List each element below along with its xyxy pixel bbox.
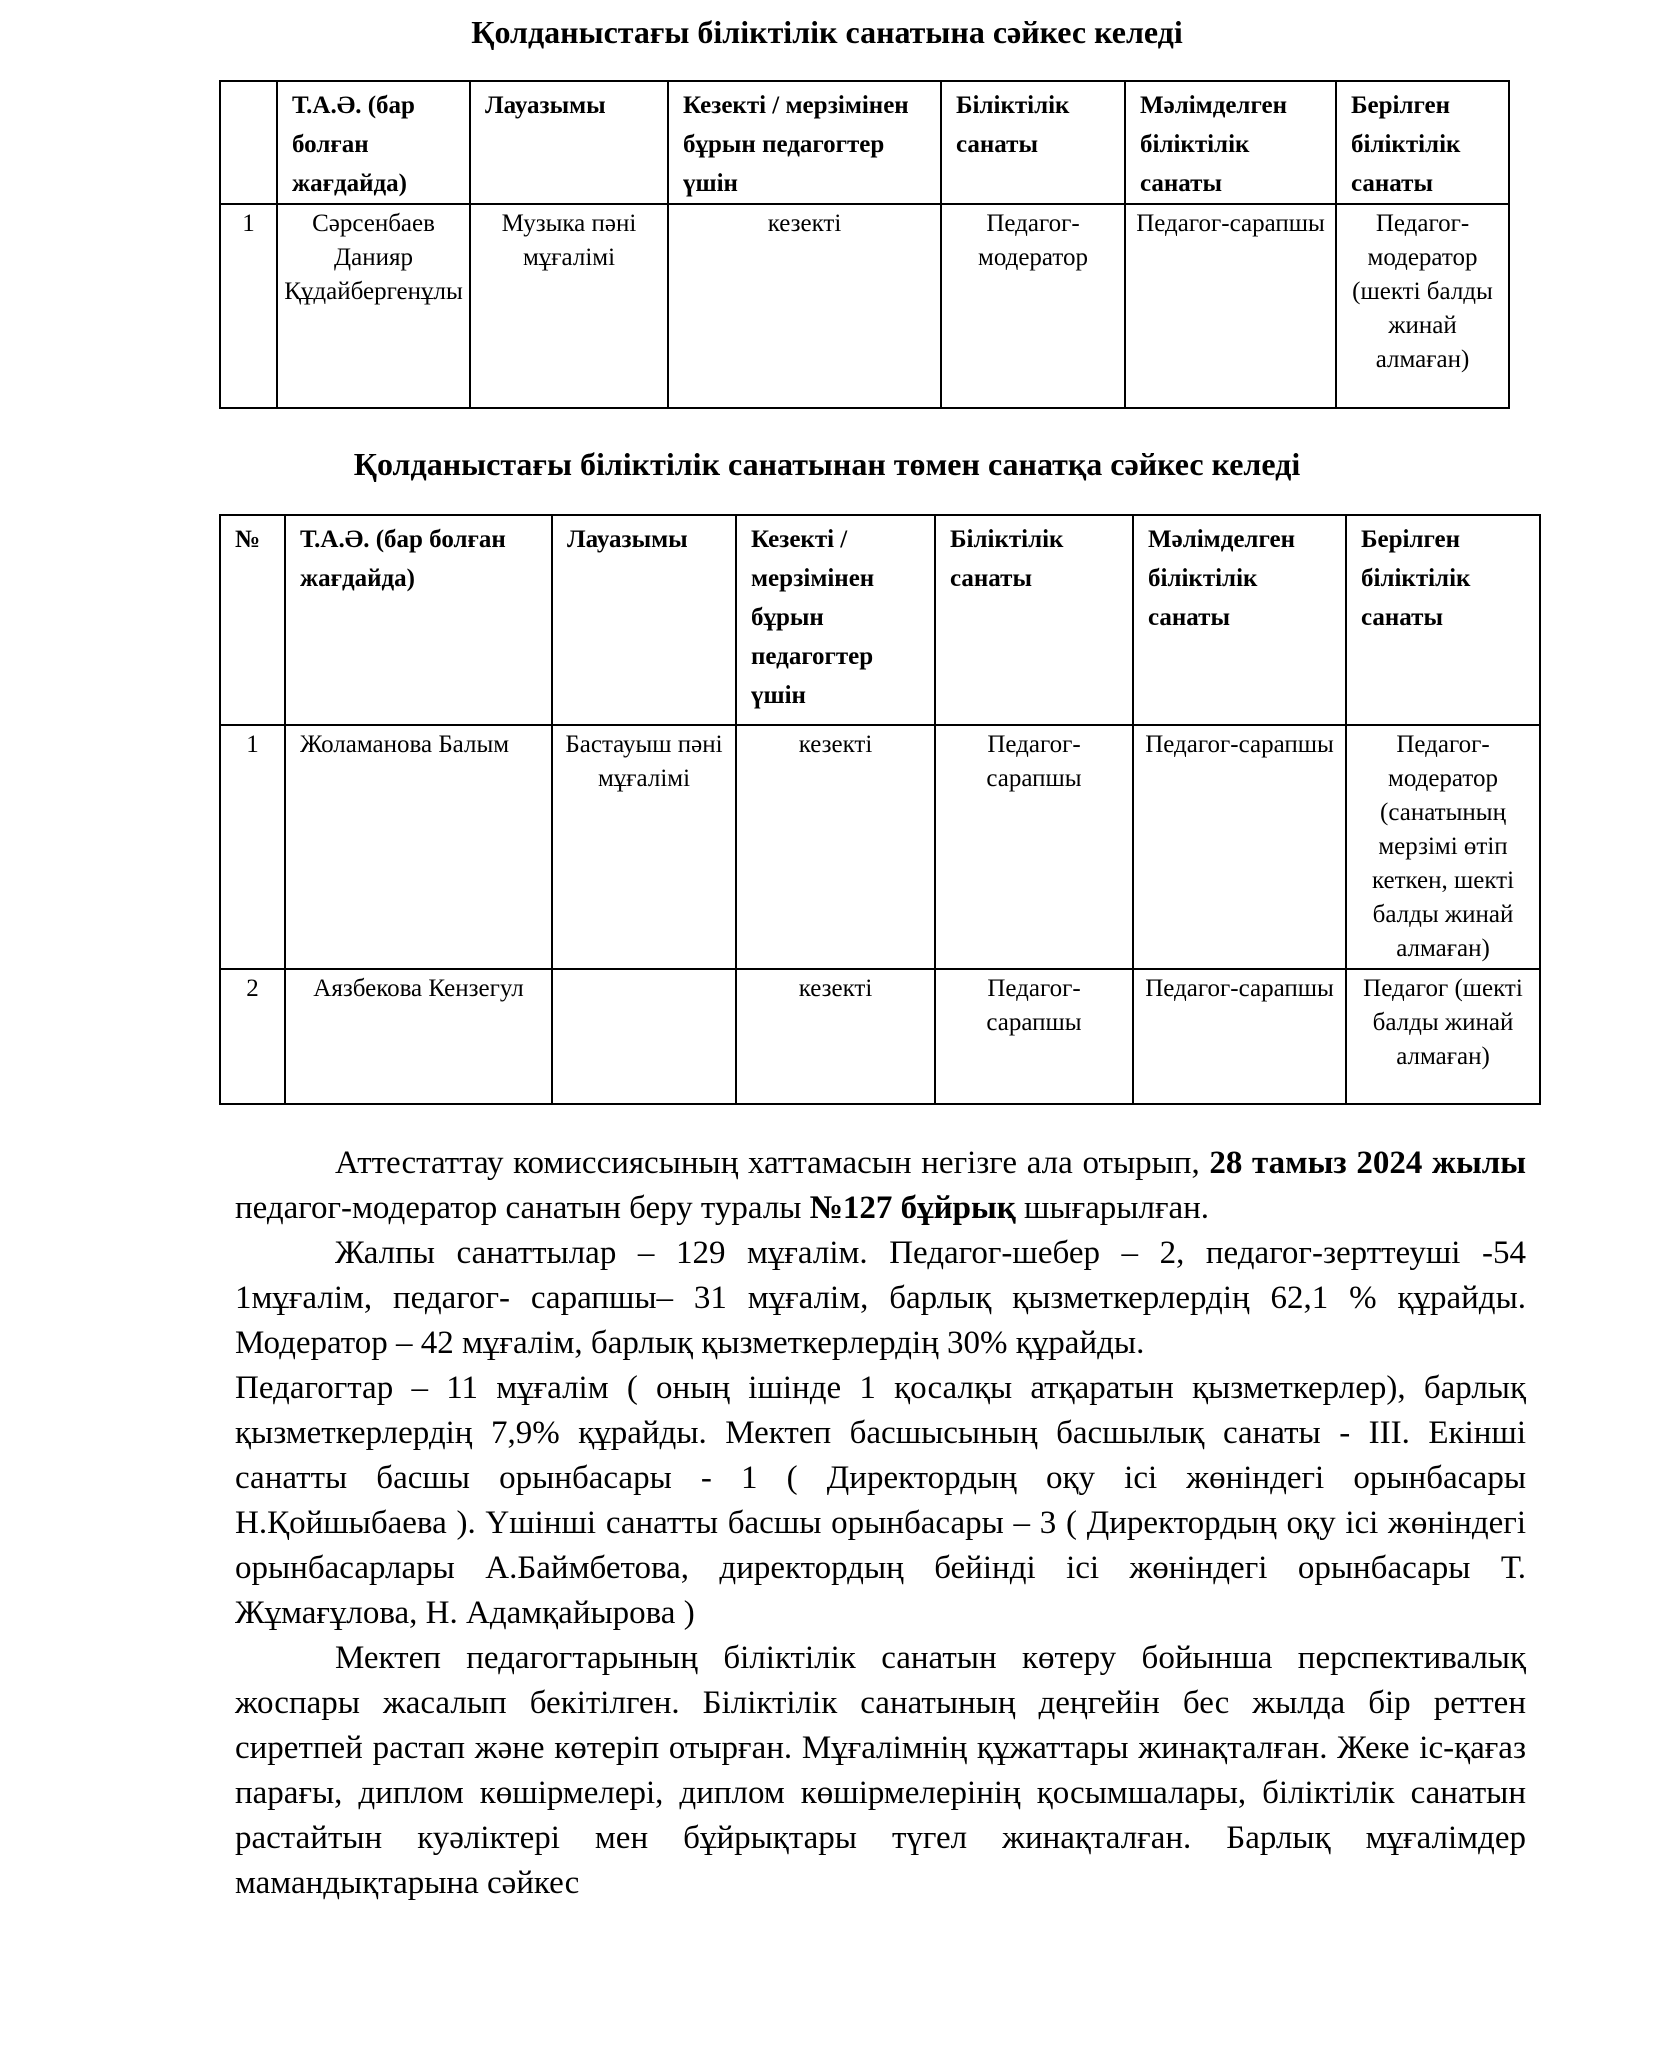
header-cell-declared: Мәлімделген біліктілік санаты <box>1125 81 1336 204</box>
table-row <box>220 204 1509 408</box>
cell-given: Педагог-модератор (санатының мерзімі өтіп кеткен, шекті балды жинай алмаған) <box>1346 725 1540 969</box>
header-cell-declared: Мәлімделген біліктілік санаты <box>1133 515 1346 725</box>
header-cell-position: Лауазымы <box>552 515 736 725</box>
cell-category: Педагог-сарапшы <box>935 725 1133 969</box>
cell-no: 1 <box>220 204 277 408</box>
cell-declared: Педагог-сарапшы <box>1125 204 1336 408</box>
table-header-row <box>220 81 1509 204</box>
cell-name: Аязбекова Кензегул <box>285 969 552 1104</box>
paragraph-staff: Педагогтар – 11 мұғалім ( оның ішінде 1 қосалқы атқаратын қызметкерлер), барлық қызметкерлердің 7,9% құрайды. Мектеп басшысының басшылық санаты - ІІІ. Екінші санатты басшы орынбасары - 1 ( Директордың оқу ісі жөніндегі орынбасары Н.Қойшыбаева ). Үшінші санатты басшы орынбасары – 3 ( Директордың оқу ісі жөніндегі орынбасарлары А.Баймбетова, директордың бейінді ісі жөніндегі орынбасары Т. Жұмағұлова, Н. Адамқайырова ) <box>235 1370 1526 1631</box>
header-cell-order: Кезекті / мерзімінен бұрын педагогтер үшін <box>668 81 941 204</box>
cell-no: 1 <box>220 725 285 969</box>
header-cell-no <box>220 81 277 204</box>
paragraph-text: шығарылған. <box>1015 1190 1210 1226</box>
cell-position: Музыка пәні мұғалімі <box>470 204 668 408</box>
cell-order: кезекті <box>668 204 941 408</box>
cell-given: Педагог (шекті балды жинай алмаған) <box>1346 969 1540 1104</box>
cell-order: кезекті <box>736 969 935 1104</box>
paragraph-order-info <box>235 1141 1526 1231</box>
header-cell-position: Лауазымы <box>470 81 668 204</box>
order-number: №127 бұйрық <box>809 1190 1016 1226</box>
cell-position <box>552 969 736 1104</box>
cell-category: Педагог-сарапшы <box>935 969 1133 1104</box>
table-header-row <box>220 515 1540 725</box>
header-cell-given: Берілген біліктілік санаты <box>1336 81 1509 204</box>
cell-declared: Педагог-сарапшы <box>1133 969 1346 1104</box>
cell-name: Сәрсенбаев Данияр Құдайбергенұлы <box>277 204 470 408</box>
table-row <box>220 969 1540 1104</box>
paragraph-statistics: Жалпы санаттылар – 129 мұғалім. Педагог-шебер – 2, педагог-зерттеуші -54 1мұғалім, педагог- сарапшы– 31 мұғалім, барлық қызметкерлердің 62,1 % құрайды. Модератор – 42 мұғалім, барлық қызметкерлердің 30% құрайды. <box>235 1235 1526 1361</box>
lower-category-table <box>219 514 1541 1105</box>
cell-name: Жоламанова Балым <box>285 725 552 969</box>
header-cell-category: Біліктілік санаты <box>935 515 1133 725</box>
header-cell-name: Т.А.Ә. (бар болған жағдайда) <box>277 81 470 204</box>
section1-title: Қолданыстағы біліктілік санатына сәйкес келеді <box>471 14 1183 50</box>
paragraph-text: педагог-модератор санатын беру туралы <box>235 1190 810 1226</box>
header-cell-order: Кезекті / мерзімінен бұрын педагогтер үшін <box>736 515 935 725</box>
header-cell-name: Т.А.Ә. (бар болған жағдайда) <box>285 515 552 725</box>
section2-title: Қолданыстағы біліктілік санатынан төмен санатқа сәйкес келеді <box>353 446 1301 482</box>
table-row <box>220 725 1540 969</box>
cell-declared: Педагог-сарапшы <box>1133 725 1346 969</box>
cell-given: Педагог-модератор (шекті балды жинай алмаған) <box>1336 204 1509 408</box>
paragraph-plan: Мектеп педагогтарының біліктілік санатын көтеру бойынша перспективалық жоспары жасалып бекітілген. Біліктілік санатының деңгейін бес жылда бір реттен сиретпей растап және көтеріп отырған. Мұғалімнің құжаттары жинақталған. Жеке іс-қағаз парағы, диплом көшірмелері, диплом көшірмелерінің қосымшалары, біліктілік санатын растайтын куәліктері мен бұйрықтары түгел жинақталған. Барлық мұғалімдер мамандықтарына сәйкес <box>235 1640 1526 1901</box>
header-cell-category: Біліктілік санаты <box>941 81 1125 204</box>
body-text <box>235 1141 1526 1906</box>
header-cell-given: Берілген біліктілік санаты <box>1346 515 1540 725</box>
cell-no: 2 <box>220 969 285 1104</box>
cell-order: кезекті <box>736 725 935 969</box>
cell-category: Педагог-модератор <box>941 204 1125 408</box>
cell-position: Бастауыш пәні мұғалімі <box>552 725 736 969</box>
current-category-table <box>219 80 1510 409</box>
order-date: 28 тамыз 2024 жылы <box>1209 1145 1526 1181</box>
header-cell-no: № <box>220 515 285 725</box>
paragraph-text: Аттестаттау комиссиясының хаттамасын негізге ала отырып, <box>335 1145 1210 1181</box>
